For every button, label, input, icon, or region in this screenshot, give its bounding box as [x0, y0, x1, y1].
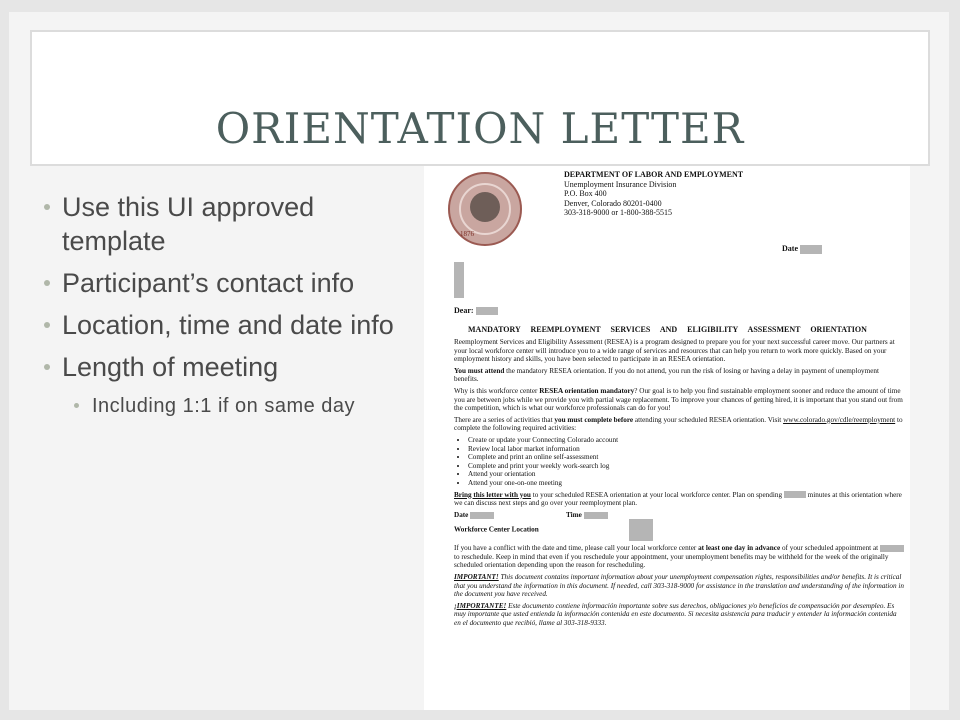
text: to complete the following required activities:	[454, 415, 903, 433]
activity-item: • Review local labor market information	[468, 445, 904, 454]
bullet-item: Use this UI approved template	[44, 190, 394, 258]
text: the mandatory RESEA orientation. If you do not attend, you run the risk of losing or having a delay in payment of unemployment benefits.	[454, 366, 880, 384]
bullet-item: Length of meeting	[44, 350, 394, 384]
text: of your scheduled appointment at	[780, 544, 880, 553]
appointment-fields	[454, 511, 904, 542]
text: Why is this workforce center	[454, 386, 540, 395]
activity-item: • Complete and print your weekly work-search log	[468, 462, 904, 471]
reemployment-link[interactable]: www.colorado.gov/cdle/reemployment	[783, 415, 896, 424]
paragraph	[454, 602, 904, 628]
activities-list	[468, 436, 904, 488]
paragraph	[454, 491, 904, 508]
letter-date	[782, 244, 822, 254]
activity-item: • Complete and print an online self-assessment	[468, 453, 904, 462]
activity-item: • Attend your orientation	[468, 470, 904, 479]
text: attending your scheduled RESEA orientation. Visit	[633, 415, 784, 424]
redacted-phone	[880, 545, 904, 552]
paragraph: Reemployment Services and Eligibility Assessment (RESEA) is a program designed to prepare you for your next successful career move. Our partners at your local workforce center will introduce you to a wide range of services and resources that can help you return to work more quickly. Based on your employment history and skills, you have been selected to participate in an RESEA orientation.	[454, 338, 895, 364]
seal-emblem	[470, 192, 500, 222]
text: This document contains important information about your unemployment compensation rights, responsibilities and/or benefits. It is critical that you understand the information in this document. If needed, call 303-318-9000 for assistance in the translation and understanding of the information in the document you have received.	[454, 573, 904, 599]
letter-body	[454, 338, 904, 631]
time-field-label: Time	[565, 510, 582, 519]
text: to reschedule. Keep in mind that even if you reschedule your appointment, your unemployment benefits may be withheld for the week of the originally scheduled orientation depending upon the reason for rescheduling.	[454, 552, 889, 570]
text: Este documento contiene información importante sobre sus derechos, obligaciones y/o beneficios de compensación por desempleo. Es muy importante que usted entienda la información contenida en este documento. Si necesita asistencia para traducir y entender la información contenida en el documento que recibió, llame al 303-318-9333.	[454, 601, 897, 628]
letter-heading: MANDATORY REEMPLOYMENT SERVICES AND ELIGIBILITY ASSESSMENT ORIENTATION	[468, 325, 867, 334]
paragraph	[454, 367, 904, 384]
state-seal-icon	[448, 172, 522, 246]
bullet-list	[44, 190, 394, 420]
text: minutes	[807, 490, 831, 499]
importante-label: ¡IMPORTANTE!	[454, 601, 507, 610]
sub-bullet-item: Including 1:1 if on same day	[74, 392, 394, 420]
bold-text: Bring this letter with you	[454, 490, 531, 499]
redacted-duration	[784, 491, 806, 498]
po-box: P.O. Box 400	[564, 189, 607, 198]
redacted-name	[476, 307, 498, 315]
paragraph	[454, 573, 904, 599]
dear-label: Dear:	[454, 306, 474, 315]
text: If you have a conflict with the date and time, please call your local workforce center	[454, 544, 699, 553]
text: ? Our goal is to help you find sustainable employment sooner and reduce the amount of time you are between jobs while we provide you with partial wage replacement. To improve your chances of getting hired, it is important that you stand out from the competition, which is what our workforce professionals can do for you!	[454, 386, 903, 413]
title-band	[30, 30, 930, 166]
redacted-date	[800, 245, 822, 254]
slide-title: ORIENTATION LETTER	[215, 104, 745, 153]
text: at this orientation where we can discuss next steps and go over your reemployment plan.	[454, 490, 902, 508]
city: Denver, Colorado 80201-0400	[564, 198, 662, 208]
salutation	[454, 306, 498, 315]
redacted-appointment-date	[470, 512, 494, 519]
date-field-label: Date	[454, 510, 469, 519]
location-field-label: Workforce Center Location	[454, 525, 539, 534]
division: Unemployment Insurance Division	[564, 179, 677, 189]
paragraph	[454, 416, 904, 433]
bold-text: RESEA orientation mandatory	[539, 386, 635, 395]
seal-year: 1876	[460, 230, 474, 238]
redacted-location	[629, 519, 653, 541]
bullet-item: Location, time and date info	[44, 308, 394, 342]
paragraph	[454, 544, 904, 570]
activity-item: • Attend your one-on-one meeting	[468, 479, 904, 488]
department-header	[564, 170, 743, 218]
important-label: IMPORTANT!	[454, 573, 499, 582]
bold-text: You must attend	[454, 366, 505, 375]
bullet-item: Participant’s contact info	[44, 266, 394, 300]
redacted-address	[454, 262, 464, 298]
paragraph	[454, 387, 904, 413]
activity-item: • Create or update your Connecting Colorado account	[468, 436, 904, 445]
bold-text: you must complete before	[554, 415, 634, 424]
department-name: DEPARTMENT OF LABOR AND EMPLOYMENT	[564, 170, 744, 179]
text: There are a series of activities that	[454, 415, 555, 424]
phones: 303-318-9000 or 1-800-388-5515	[564, 208, 672, 217]
text: to your scheduled RESEA orientation at your local workforce center. Plan on spending	[530, 490, 784, 499]
date-label: Date	[782, 244, 798, 253]
letter-image	[424, 166, 910, 710]
bold-text: at least one day in advance	[698, 544, 781, 553]
redacted-appointment-time	[584, 512, 608, 519]
